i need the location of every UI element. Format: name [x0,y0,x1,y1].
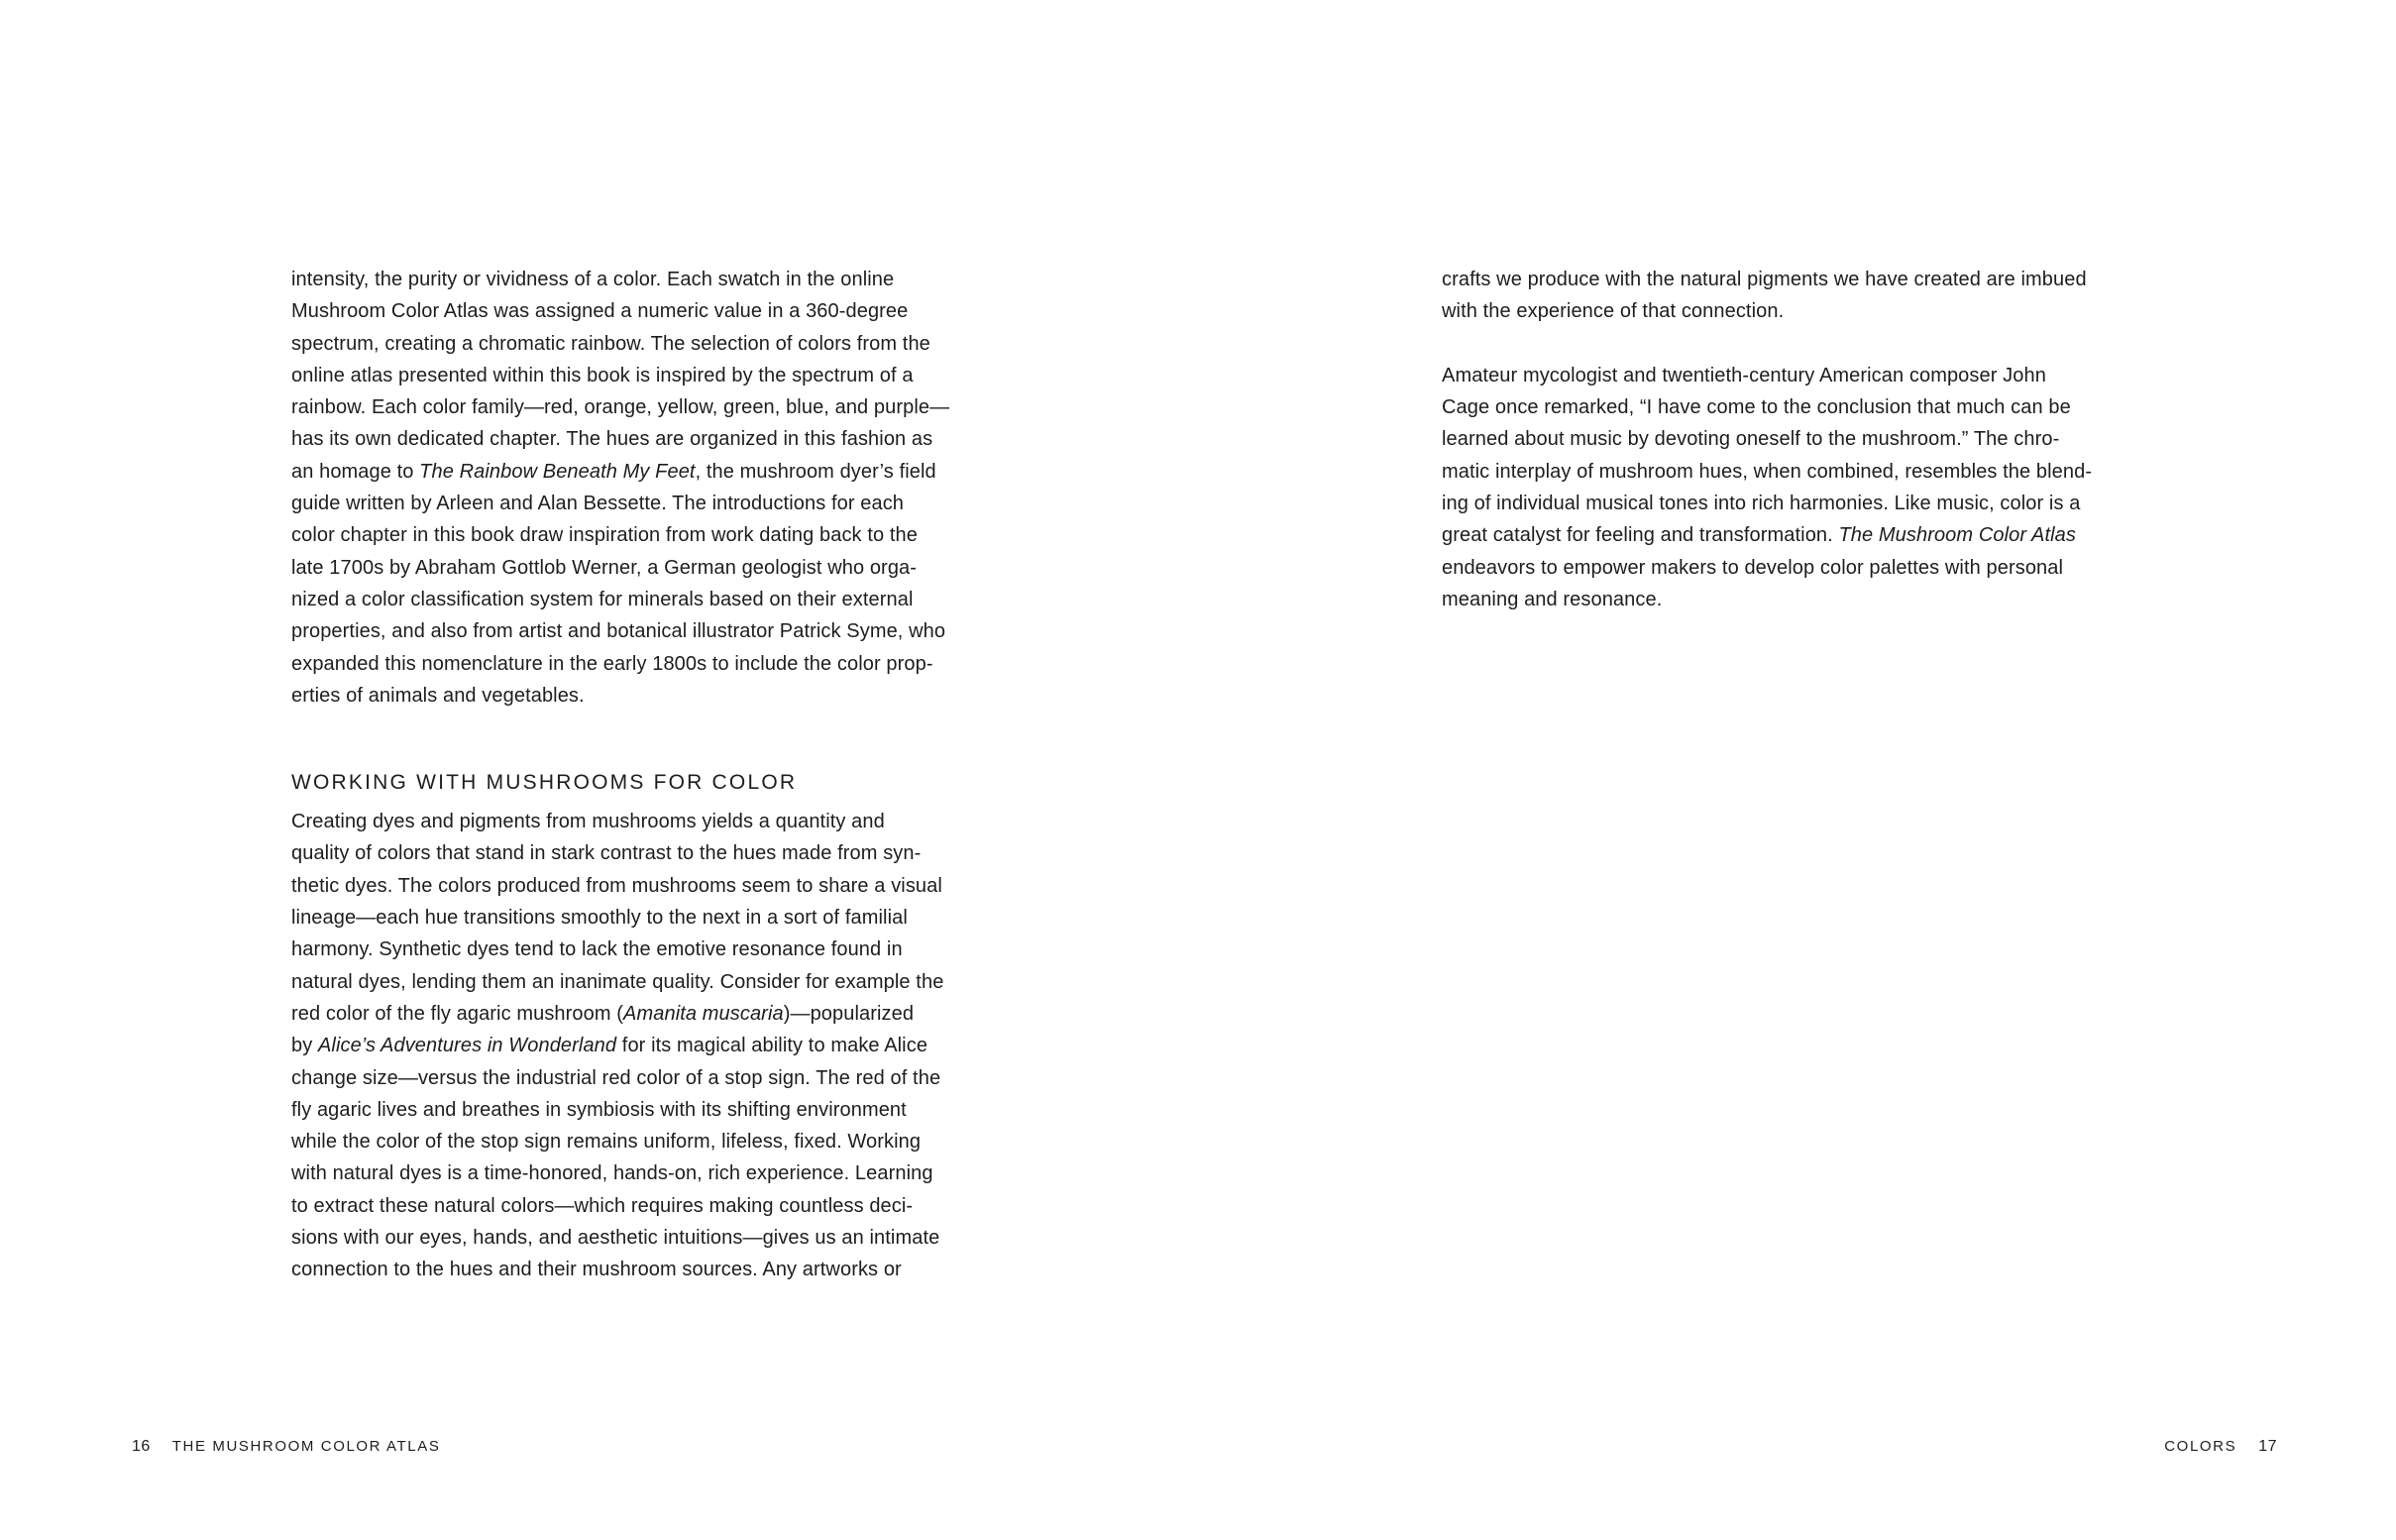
text-line: harmony. Synthetic dyes tend to lack the emotive resonance found in [291,938,903,961]
left-text-column [291,264,985,1286]
book-title-italic: Alice’s Adventures in Wonderland [317,1035,617,1057]
text-line: online atlas presented within this book is inspired by the spectrum of a [291,364,914,386]
text-line: with the experience of that connection. [1442,300,1785,323]
body-paragraph [1442,360,2135,615]
text-run: for its magical ability to make Alice [616,1035,928,1057]
text-line: meaning and resonance. [1442,588,1663,610]
text-line: change size—versus the industrial red color of a stop sign. The red of the [291,1066,941,1089]
text-line: learned about music by devoting oneself to the mushroom.” The chro- [1442,428,2060,451]
text-line: fly agaric lives and breathes in symbiosis with its shifting environment [291,1098,907,1121]
text-line: ing of individual musical tones into rich harmonies. Like music, color is a [1442,493,2081,515]
body-paragraph [291,264,985,712]
text-line: expanded this nomenclature in the early 1800s to include the color prop- [291,652,933,675]
section-heading: WORKING WITH MUSHROOMS FOR COLOR [291,771,798,795]
text-line: Amateur mycologist and twentieth-century American composer John [1442,364,2046,386]
text-run: )—popularized [783,1002,915,1025]
text-line: intensity, the purity or vividness of a color. Each swatch in the online [291,269,895,290]
right-folio [2164,1435,2277,1459]
text-line [1442,519,2135,551]
left-folio [132,1435,440,1459]
text-line: color chapter in this book draw inspiration from work dating back to the [291,524,918,547]
text-line: thetic dyes. The colors produced from mushrooms seem to share a visual [291,874,942,897]
text-line: guide written by Arleen and Alan Bessette. The introductions for each [291,493,905,515]
text-line: has its own dedicated chapter. The hues are organized in this fashion as [291,428,933,451]
species-name-italic: Amanita muscaria [623,1002,784,1025]
right-page [1198,0,2396,1540]
text-line: crafts we produce with the natural pigments we have created are imbued [1442,269,2087,290]
section-spacer [291,712,985,767]
right-text-column [1442,264,2135,615]
text-line: rainbow. Each color family—red, orange, yellow, green, blue, and purple— [291,396,950,419]
text-line [291,998,985,1030]
text-line: Mushroom Color Atlas was assigned a numeric value in a 360-degree [291,300,909,323]
text-line: late 1700s by Abraham Gottlob Werner, a German geologist who orga- [291,556,918,579]
text-run: an homage to [291,460,420,483]
body-paragraph [1442,264,2135,328]
text-line [291,456,985,488]
page-number: 17 [2258,1438,2277,1455]
text-line: properties, and also from artist and botanical illustrator Patrick Syme, who [291,620,946,643]
text-line: lineage—each hue transitions smoothly to the next in a sort of familial [291,907,908,930]
text-line: matic interplay of mushroom hues, when combined, resembles the blend- [1442,460,2093,483]
text-line: Cage once remarked, “I have come to the conclusion that much can be [1442,396,2071,419]
text-run: great catalyst for feeling and transformation. [1442,524,1839,547]
text-line: sions with our eyes, hands, and aesthetic intuitions—gives us an intimate [291,1227,940,1250]
running-head: COLORS [2164,1438,2237,1455]
page-number: 16 [132,1438,151,1455]
book-title-italic: The Mushroom Color Atlas [1838,524,2076,547]
text-line: with natural dyes is a time-honored, hands-on, rich experience. Learning [291,1162,933,1185]
text-line [291,1030,985,1061]
text-run: , the mushroom dyer’s field [695,460,936,483]
text-line: connection to the hues and their mushroom sources. Any artworks or [291,1259,902,1281]
text-line: while the color of the stop sign remains uniform, lifeless, fixed. Working [291,1131,922,1154]
text-run: red color of the fly agaric mushroom ( [291,1002,624,1025]
text-line: natural dyes, lending them an inanimate quality. Consider for example the [291,970,944,993]
text-line: Creating dyes and pigments from mushrooms yields a quantity and [291,811,885,833]
text-line: endeavors to empower makers to develop color palettes with personal [1442,556,2064,579]
text-line: erties of animals and vegetables. [291,684,585,707]
text-run: by [291,1035,318,1057]
text-line: nized a color classification system for minerals based on their external [291,588,914,610]
text-line: spectrum, creating a chromatic rainbow. The selection of colors from the [291,332,930,355]
text-line: to extract these natural colors—which requires making countless deci- [291,1194,914,1217]
text-line: quality of colors that stand in stark contrast to the hues made from syn- [291,842,922,865]
paragraph-spacer [1442,328,2135,360]
book-title-italic: The Rainbow Beneath My Feet [419,460,696,483]
body-paragraph [291,806,985,1285]
running-head: THE MUSHROOM COLOR ATLAS [171,1438,441,1455]
